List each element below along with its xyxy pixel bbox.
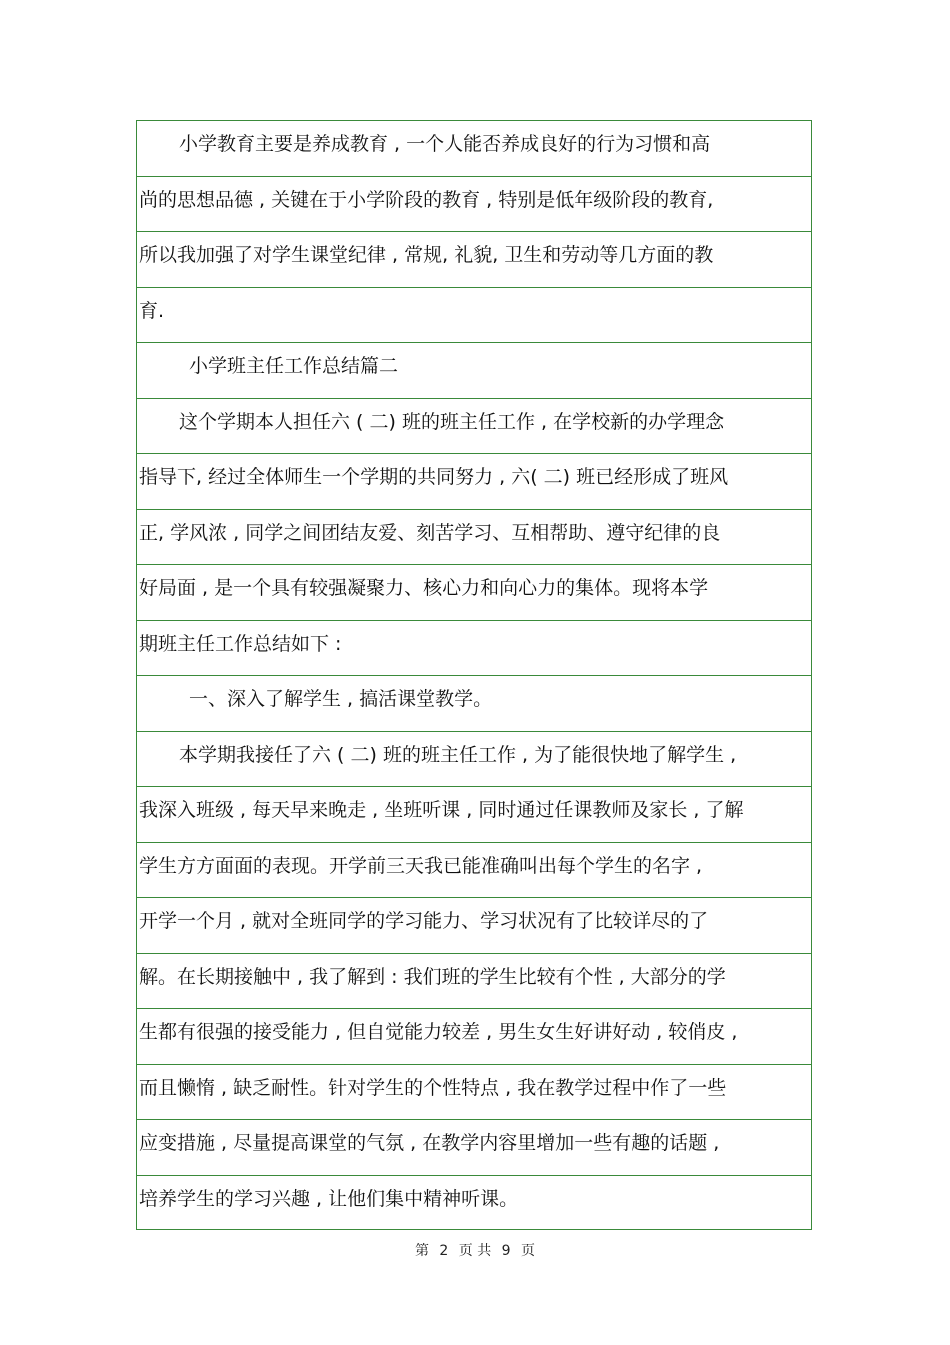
text-line (137, 620, 811, 676)
text-line (137, 1119, 811, 1175)
text-line (137, 453, 811, 509)
text-line-content: 解。在长期接触中 , 我了解到 : 我们班的学生比较有个性 , 大部分的学 (139, 965, 726, 988)
text-line-content: 培养学生的学习兴趣 , 让他们集中精神听课。 (139, 1187, 519, 1210)
text-line-content: 生都有很强的接受能力 , 但自觉能力较差 , 男生女生好讲好动 , 较俏皮 , (139, 1021, 738, 1043)
page-footer (0, 1240, 950, 1260)
text-line-content: 小学班主任工作总结篇二 (189, 355, 399, 377)
footer-total-pages: 9 (501, 1243, 511, 1259)
text-line-content: 育. (139, 299, 165, 322)
text-line (137, 731, 811, 787)
text-line-content: 所以我加强了对学生课堂纪律 , 常规, 礼貌, 卫生和劳动等几方面的教 (139, 244, 714, 266)
footer-prefix: 第 (414, 1243, 429, 1259)
text-line (137, 342, 811, 398)
text-line-content: 一、深入了解学生 , 搞活课堂教学。 (189, 688, 493, 710)
text-line-content: 指导下, 经过全体师生一个学期的共同努力 , 六( 二) 班已经形成了班风 (139, 466, 729, 488)
text-line (137, 1008, 811, 1064)
text-line-content: 应变措施 , 尽量提高课堂的气氛 , 在教学内容里增加一些有趣的话题 , (139, 1132, 720, 1154)
text-line-content: 而且懒惰 , 缺乏耐性。针对学生的个性特点 , 我在教学过程中作了一些 (139, 1076, 727, 1099)
footer-suffix: 页 (521, 1243, 536, 1259)
footer-mid: 页 共 (458, 1243, 492, 1259)
text-line-content: 开学一个月 , 就对全班同学的学习能力、学习状况有了比较详尽的了 (139, 910, 709, 932)
text-line (137, 897, 811, 953)
text-line (137, 675, 811, 731)
text-line-content: 这个学期本人担任六 ( 二) 班的班主任工作 , 在学校新的办学理念 (179, 410, 725, 433)
text-line-content: 学生方方面面的表现。开学前三天我已能准确叫出每个学生的名字 , (139, 854, 703, 877)
text-line-content: 期班主任工作总结如下 : (139, 632, 342, 655)
text-line-content: 本学期我接任了六 ( 二) 班的班主任工作 , 为了能很快地了解学生 , (179, 743, 737, 766)
footer-current-page: 2 (439, 1243, 449, 1259)
text-line-content: 好局面 , 是一个具有较强凝聚力、核心力和向心力的集体。现将本学 (139, 577, 709, 599)
text-line (137, 398, 811, 454)
text-line (137, 231, 811, 287)
text-line-content: 正, 学风浓 , 同学之间团结友爱、刻苦学习、互相帮助、遵守纪律的良 (139, 521, 721, 544)
document-body (136, 120, 812, 1230)
text-line (137, 287, 811, 343)
text-line (137, 842, 811, 898)
text-line (137, 564, 811, 620)
text-line (137, 786, 811, 842)
text-line-content: 我深入班级 , 每天早来晚走 , 坐班听课 , 同时通过任课教师及家长 , 了解 (139, 799, 744, 821)
text-line-content: 小学教育主要是养成教育 , 一个人能否养成良好的行为习惯和高 (179, 133, 711, 155)
text-line (137, 1175, 811, 1231)
text-line (137, 176, 811, 232)
text-line (137, 953, 811, 1009)
text-line (137, 1064, 811, 1120)
text-line (137, 120, 811, 176)
text-line (137, 509, 811, 565)
text-line-content: 尚的思想品德 , 关键在于小学阶段的教育 , 特别是低年级阶段的教育, (139, 188, 714, 211)
